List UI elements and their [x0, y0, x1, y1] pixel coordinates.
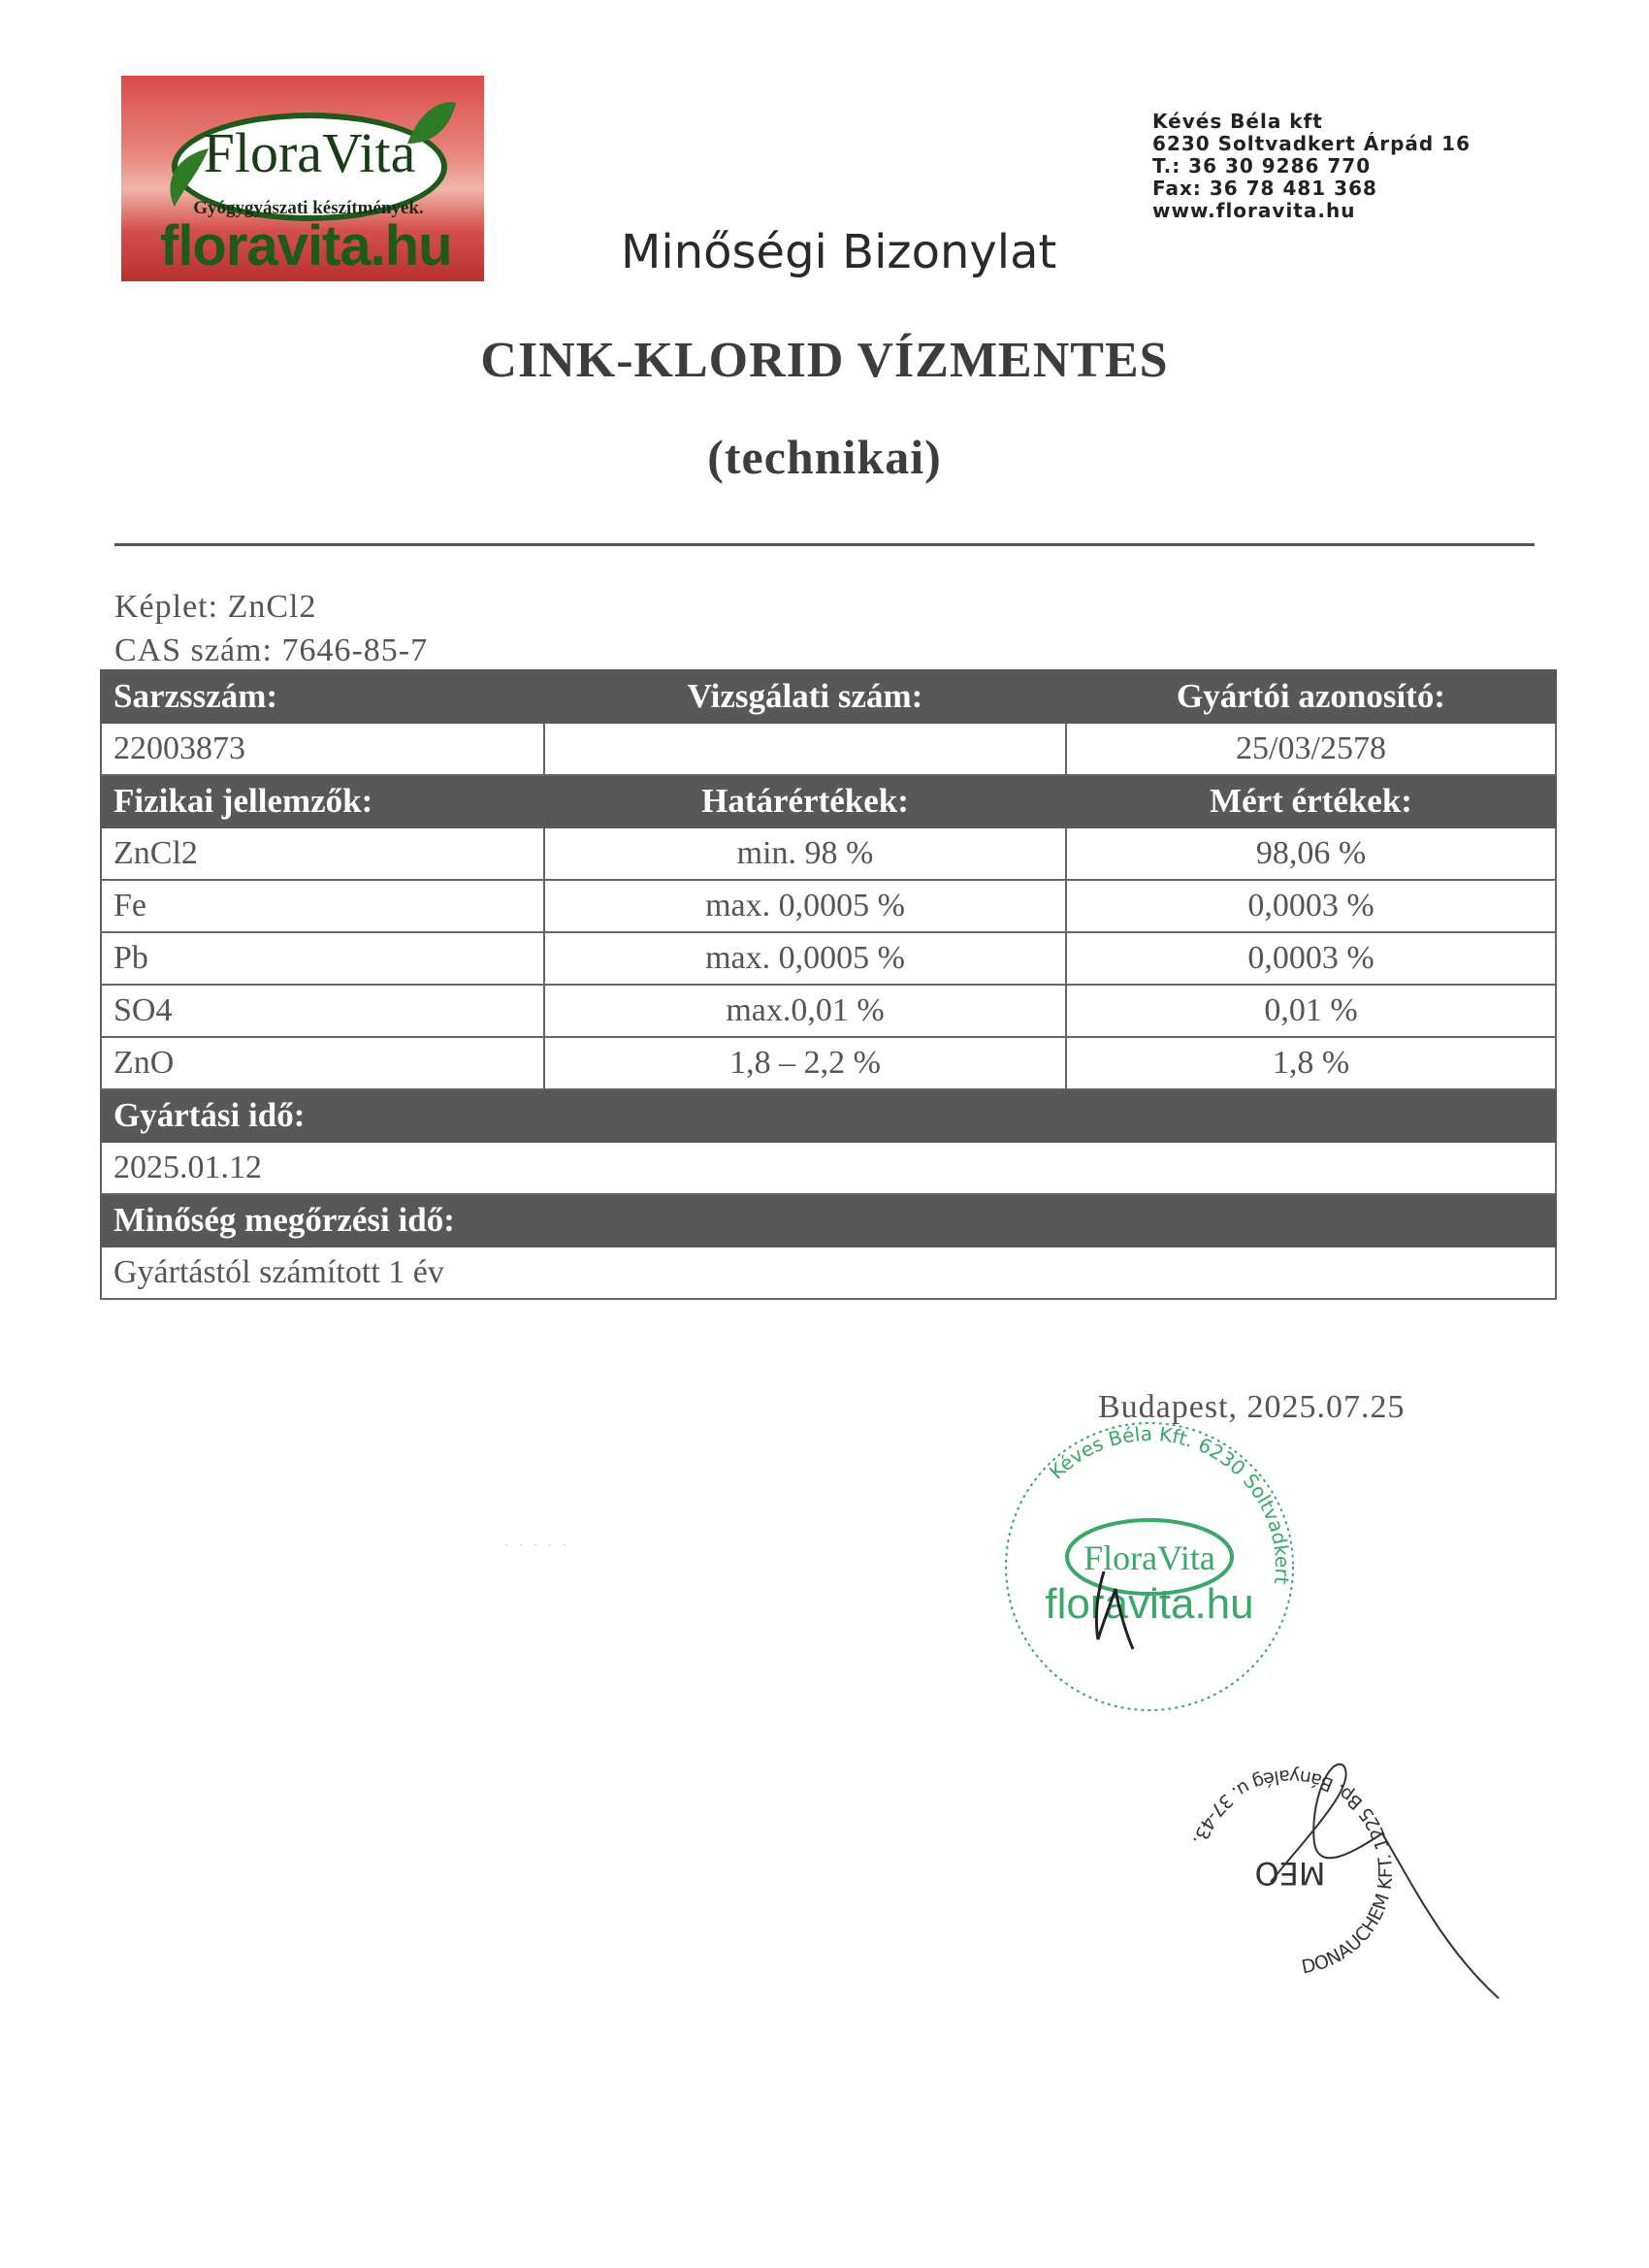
table-row	[101, 880, 1556, 932]
measured-header: Mért értékek:	[1066, 775, 1556, 827]
production-header-row	[101, 1089, 1556, 1142]
property-limit: min. 98 %	[544, 827, 1066, 880]
table-row	[101, 827, 1556, 880]
company-fax: Fax: 36 78 481 368	[1152, 177, 1377, 200]
floravita-stamp	[989, 1407, 1310, 1727]
property-measured: 0,01 %	[1066, 985, 1556, 1037]
batch-header-row	[101, 670, 1556, 723]
production-value-row	[101, 1142, 1556, 1194]
batch-value-row	[101, 723, 1556, 775]
stamp-url: floravita.hu	[1045, 1580, 1254, 1628]
batch-header: Sarzsszám:	[101, 670, 544, 723]
company-address: 6230 Soltvadkert Árpád 16	[1152, 132, 1471, 155]
divider	[114, 543, 1535, 546]
shelf-value: Gyártástól számított 1 év	[101, 1247, 1556, 1299]
property-name: Fe	[101, 880, 544, 932]
props-header: Fizikai jellemzők:	[101, 775, 544, 827]
document-subtitle: (technikai)	[707, 430, 942, 484]
cas-number: CAS szám: 7646-85-7	[114, 632, 429, 668]
shelf-header-row	[101, 1194, 1556, 1247]
logo-url: floravita.hu	[160, 214, 452, 277]
table-row	[101, 1037, 1556, 1089]
property-limit: 1,8 – 2,2 %	[544, 1037, 1066, 1089]
floravita-logo	[121, 76, 484, 281]
spec-table	[100, 669, 1557, 1300]
scan-speck: · · · · ·	[504, 1538, 570, 1551]
document-type: Minőségi Bizonylat	[621, 225, 1057, 279]
document-title: CINK-KLORID VÍZMENTES	[480, 333, 1169, 388]
donauchem-center: MEO	[1254, 1855, 1326, 1892]
formula: Képlet: ZnCl2	[114, 589, 317, 625]
props-header-row	[101, 775, 1556, 827]
production-header: Gyártási idő:	[101, 1089, 1556, 1142]
property-name: SO4	[101, 985, 544, 1037]
company-info	[1152, 111, 1471, 222]
property-measured: 0,0003 %	[1066, 880, 1556, 932]
company-phone: T.: 36 30 9286 770	[1152, 154, 1372, 178]
stamp-brand: FloraVita	[1083, 1539, 1215, 1577]
property-limit: max. 0,0005 %	[544, 932, 1066, 985]
property-measured: 0,0003 %	[1066, 932, 1556, 985]
property-name: ZnO	[101, 1037, 544, 1089]
test-value	[544, 723, 1066, 775]
batch-value: 22003873	[101, 723, 544, 775]
property-measured: 1,8 %	[1066, 1037, 1556, 1089]
table-row	[101, 985, 1556, 1037]
company-web: www.floravita.hu	[1152, 199, 1356, 222]
mfr-value: 25/03/2578	[1066, 723, 1556, 775]
property-name: Pb	[101, 932, 544, 985]
shelf-value-row	[101, 1247, 1556, 1299]
logo-brand: FloraVita	[203, 121, 416, 184]
donauchem-stamp	[1145, 1727, 1513, 2018]
test-header: Vizsgálati szám:	[544, 670, 1066, 723]
company-name: Kévés Béla kft	[1152, 110, 1323, 133]
property-measured: 98,06 %	[1066, 827, 1556, 880]
property-limit: max. 0,0005 %	[544, 880, 1066, 932]
mfr-header: Gyártói azonosító:	[1066, 670, 1556, 723]
donauchem-ring-text: DONAUCHEM KFT. 1225 Bp. Bányalég u. 37-43.	[1188, 1765, 1398, 1979]
table-row	[101, 932, 1556, 985]
property-limit: max.0,01 %	[544, 985, 1066, 1037]
stamp-ring-text: Kéves Béla Kft. 6230 Soltvadkert	[1044, 1421, 1295, 1586]
property-name: ZnCl2	[101, 827, 544, 880]
place-date: Budapest, 2025.07.25	[1098, 1389, 1406, 1425]
limits-header: Határértékek:	[544, 775, 1066, 827]
logo-tagline: Gyógygyászati készítmények.	[193, 198, 424, 218]
production-value: 2025.01.12	[101, 1142, 1556, 1194]
shelf-header: Minőség megőrzési idő:	[101, 1194, 1556, 1247]
